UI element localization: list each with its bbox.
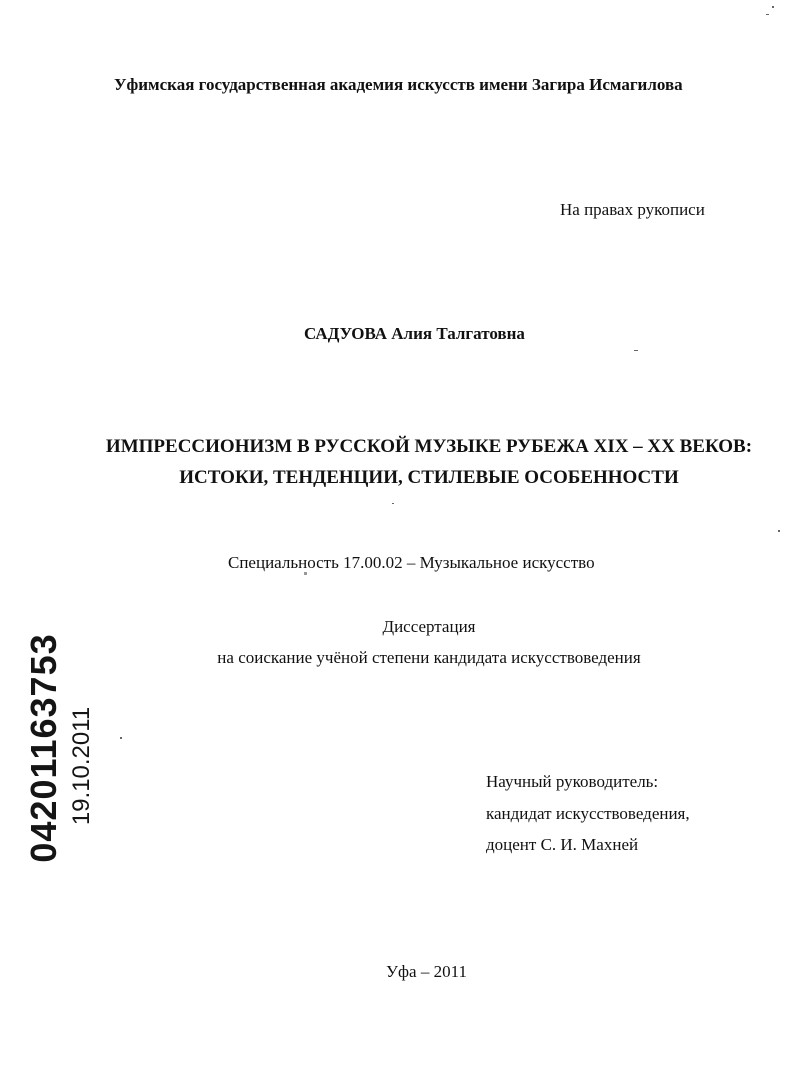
library-stamp-date: 19.10.2011 [68, 706, 95, 826]
supervisor-degree: кандидат искусствоведения, [486, 804, 690, 823]
author-name: САДУОВА Алия Талгатовна [304, 324, 525, 343]
dissertation-title-line-1: ИМПРЕССИОНИЗМ В РУССКОЙ МУЗЫКЕ РУБЕЖА XIX – XX ВЕКОВ: [105, 436, 753, 457]
supervisor-name: доцент С. И. Махней [486, 835, 639, 854]
dissertation-title-line-2: ИСТОКИ, ТЕНДЕНЦИИ, СТИЛЕВЫЕ ОСОБЕННОСТИ [179, 467, 679, 488]
city-year: Уфа – 2011 [386, 962, 467, 981]
degree-sought: на соискание учёной степени кандидата искусствоведения [217, 648, 641, 667]
supervisor-label: Научный руководитель: [486, 772, 659, 791]
document-type: Диссертация [382, 617, 476, 636]
scan-speck [304, 572, 307, 575]
specialty: Специальность 17.00.02 – Музыкальное искусство [228, 553, 595, 572]
scan-speck [634, 350, 638, 351]
library-stamp-number: 04201163753 [23, 633, 64, 863]
scan-speck [772, 6, 774, 8]
scan-speck [778, 530, 780, 532]
scan-speck [766, 14, 769, 15]
institution-name: Уфимская государственная академия искусств имени Загира Исмагилова [114, 75, 683, 94]
scan-speck [120, 737, 122, 739]
scan-speck [392, 503, 394, 504]
manuscript-rights-note: На правах рукописи [560, 200, 705, 219]
